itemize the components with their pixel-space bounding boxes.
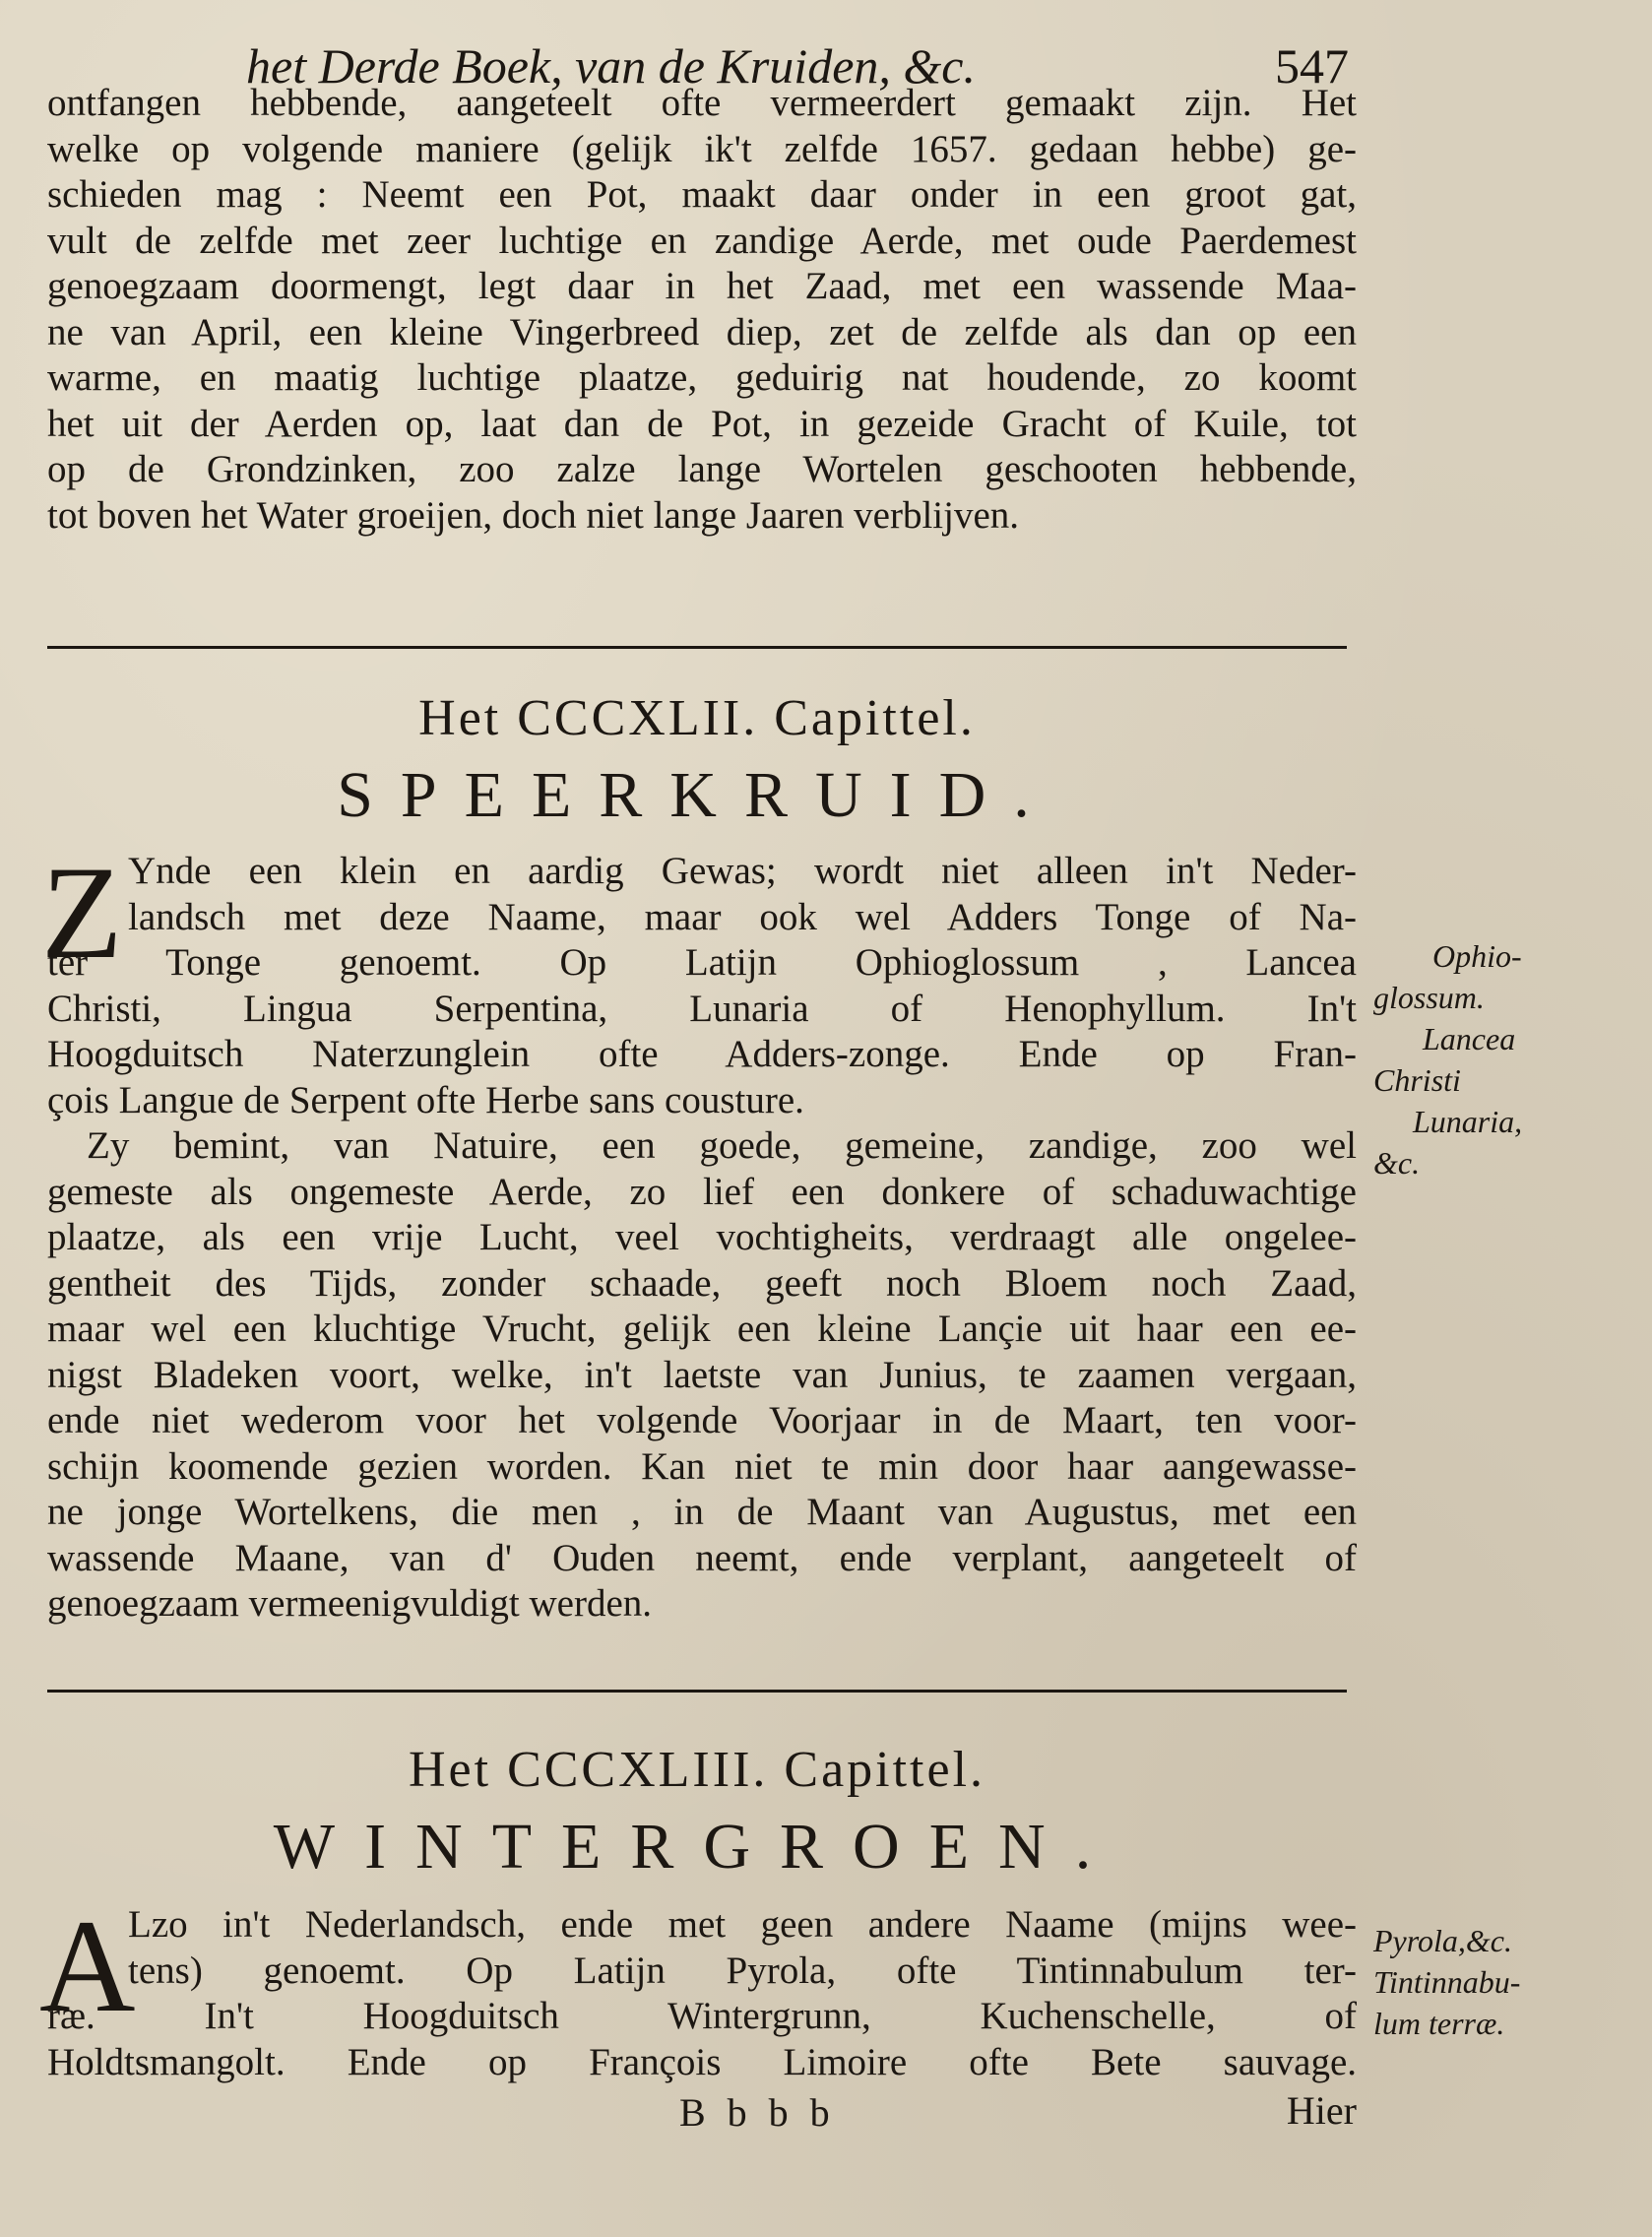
margin-note-line: lum terræ. <box>1373 2006 1505 2041</box>
margin-note-line: Ophio- <box>1432 938 1522 974</box>
text-line: çois Langue de Serpent ofte Herbe sans cousture. <box>47 1078 804 1121</box>
margin-note-line: Christi <box>1373 1062 1461 1098</box>
text-line: Lzo in't Nederlandsch, ende met geen andere Naame (mijns wee- <box>128 1903 1357 1946</box>
herb-name-heading: WINTERGROEN. <box>273 1811 1121 1883</box>
text-line: maar wel een kluchtige Vrucht, gelijk een kleine Lançie uit haar een ee- <box>47 1308 1357 1350</box>
text-line: landsch met deze Naame, maar ook wel Adders Tonge of Na- <box>128 895 1357 938</box>
margin-note-line: Lancea <box>1423 1021 1516 1056</box>
margin-note <box>1373 935 1639 1183</box>
text-line: genoegzaam vermeenigvuldigt werden. <box>47 1582 653 1625</box>
drop-cap: Z <box>41 840 123 987</box>
text-line: tens) genoemt. Op Latijn Pyrola, ofte Tintinnabulum ter- <box>128 1949 1357 1992</box>
text-line: op de Grondzinken, zoo zalze lange Wortelen geschooten hebbende, <box>47 448 1357 490</box>
text-line: welke op volgende maniere (gelijk ik't zelfde 1657. gedaan hebbe) ge- <box>47 127 1357 170</box>
chapter-heading: Het CCCXLIII. Capittel. <box>408 1742 986 1798</box>
text-line: ter Tonge genoemt. Op Latijn Ophioglossum , Lancea <box>47 941 1357 984</box>
chapter-heading: Het CCCXLII. Capittel. <box>418 690 976 746</box>
signature-mark: Bbbb <box>679 2090 852 2135</box>
margin-note-line: glossum. <box>1373 980 1485 1015</box>
text-line: warme, en maatig luchtige plaatze, geduirig nat houdende, zo koomt <box>47 356 1357 399</box>
text-line: het uit der Aerden op, laat dan de Pot, in gezeide Gracht of Kuile, tot <box>47 402 1357 445</box>
section-divider <box>47 646 1347 649</box>
text-line: genoegzaam doormengt, legt daar in het Zaad, met een wassende Maa- <box>47 265 1357 307</box>
margin-note <box>1373 1920 1639 2044</box>
text-line: ne jonge Wortelkens, die men , in de Maant van Augustus, met een <box>47 1491 1357 1533</box>
text-line: nigst Bladeken voort, welke, in't laetste van Junius, te zaamen vergaan, <box>47 1353 1357 1396</box>
chapter1-paragraph <box>47 940 1357 1628</box>
text-line: ontfangen hebbende, aangeteelt ofte vermeerdert gemaakt zijn. Het <box>47 82 1357 124</box>
margin-note-line: &c. <box>1373 1145 1421 1181</box>
text-line: Hoogduitsch Naterzunglein ofte Adders-zonge. Ende op Fran- <box>47 1033 1357 1075</box>
text-line: schieden mag : Neemt een Pot, maakt daar onder in een groot gat, <box>47 173 1357 216</box>
margin-note-line: Lunaria, <box>1413 1104 1523 1139</box>
page-number: 547 <box>1275 38 1349 94</box>
running-head-title: het Derde Boek, van de Kruiden, &c. <box>246 38 976 94</box>
text-line: Zy bemint, van Natuire, een goede, gemeine, zandige, zoo wel <box>87 1124 1357 1167</box>
catchword: Hier <box>1286 2088 1357 2133</box>
text-line: schijn koomende gezien worden. Kan niet te min door haar aangewasse- <box>47 1444 1357 1488</box>
text-line: Ynde een klein en aardig Gewas; wordt niet alleen in't Neder- <box>128 850 1357 892</box>
text-line: ne van April, een kleine Vingerbreed diep, zet de zelfde als dan op een <box>47 310 1357 353</box>
margin-note-line: Tintinnabu- <box>1373 1964 1521 2000</box>
text-line: Christi, Lingua Serpentina, Lunaria of Henophyllum. In't <box>47 987 1357 1030</box>
herb-name-heading: SPEERKRUID. <box>337 759 1057 831</box>
text-line: vult de zelfde met zeer luchtige en zandige Aerde, met oude Paerdemest <box>47 219 1357 262</box>
text-line: Holdtsmangolt. Ende op François Limoire ofte Bete sauvage. <box>47 2040 1357 2083</box>
text-line: plaatze, als een vrije Lucht, veel vochtigheits, verdraagt alle ongelee- <box>47 1216 1357 1258</box>
section-divider <box>47 1690 1347 1693</box>
text-line: ende niet wederom voor het volgende Voorjaar in de Maart, ten voor- <box>47 1399 1357 1441</box>
text-line: gentheit des Tijds, zonder schaade, geeft noch Bloem noch Zaad, <box>47 1261 1357 1305</box>
drop-cap: A <box>39 1893 136 2040</box>
margin-note-line: Pyrola,&c. <box>1373 1923 1512 1958</box>
chapter2-paragraph-head <box>128 1902 1357 1994</box>
chapter2-paragraph <box>47 1994 1357 2085</box>
text-line: gemeste als ongemeste Aerde, zo lief een donkere of schaduwachtige <box>47 1170 1357 1213</box>
chapter1-paragraph-head <box>128 849 1357 940</box>
text-line: wassende Maane, van d' Ouden neemt, ende verplant, aangeteelt of <box>47 1536 1357 1579</box>
text-line: ræ. In't Hoogduitsch Wintergrunn, Kuchenschelle, of <box>47 1995 1357 2037</box>
text-line: tot boven het Water groeijen, doch niet lange Jaaren verblijven. <box>47 493 1020 537</box>
continuation-paragraph <box>47 81 1357 539</box>
